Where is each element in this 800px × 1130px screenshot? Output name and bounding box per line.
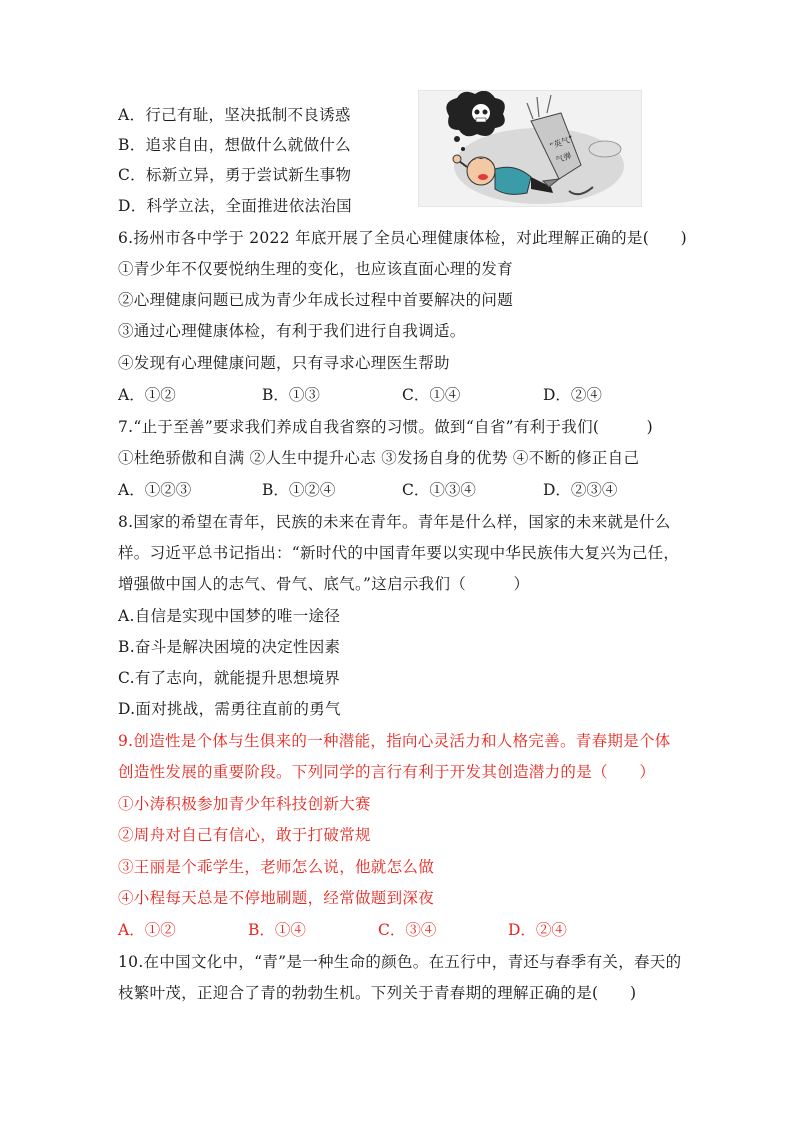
q9-choice-c: C．③④ xyxy=(378,921,437,939)
q6-choice-b: B．①③ xyxy=(262,386,320,404)
q9-stem-line-2: 创造性发展的重要阶段。下列同学的言行有利于开发其创造潜力的是（ ） xyxy=(118,763,656,781)
q9-item-3: ③王丽是个乖学生，老师怎么说，他就怎么做 xyxy=(118,858,435,876)
q5-option-b: B．追求自由，想做什么就做什么 xyxy=(118,136,351,154)
q6-choice-c: C．①④ xyxy=(402,386,461,404)
q6-choice-a: A．①② xyxy=(118,386,176,404)
q5-option-d: D．科学立法，全面推进依法治国 xyxy=(118,197,352,215)
q9-item-1: ①小涛积极参加青少年科技创新大赛 xyxy=(118,795,371,813)
q8-stem-line-3: 增强做中国人的志气、骨气、底气。”这启示我们（ ） xyxy=(118,575,530,593)
q5-option-a: A．行己有耻，坚决抵制不良诱惑 xyxy=(118,106,351,124)
q6-item-4: ④发现有心理健康问题，只有寻求心理医生帮助 xyxy=(118,354,450,372)
q6-item-3: ③通过心理健康体检，有利于我们进行自我调适。 xyxy=(118,322,466,340)
q9-choice-d: D．②④ xyxy=(508,921,567,939)
q7-choice-a: A．①②③ xyxy=(118,481,192,499)
q5-option-c: C．标新立异，勇于尝试新生事物 xyxy=(118,166,352,184)
q7-choice-b: B．①②④ xyxy=(262,481,336,499)
q8-stem-line-2: 样。习近平总书记指出：“新时代的中国青年要以实现中华民族伟大复兴为己任， xyxy=(118,544,680,562)
q6-stem: 6.扬州市各中学于 2022 年底开展了全员心理健康体检，对此理解正确的是( ) xyxy=(118,229,687,247)
q8-stem-line-1: 8.国家的希望在青年，民族的未来在青年。青年是什么样，国家的未来就是什么 xyxy=(118,513,671,531)
cartoon-illustration xyxy=(418,90,642,207)
q7-choice-d: D．②③④ xyxy=(543,481,618,499)
q7-items: ①杜绝骄傲和自满 ②人生中提升心志 ③发扬自身的优势 ④不断的修正自己 xyxy=(118,449,640,467)
q6-item-2: ②心理健康问题已成为青少年成长过程中首要解决的问题 xyxy=(118,291,514,309)
q9-item-4: ④小程每天总是不停地刷题，经常做题到深夜 xyxy=(118,889,435,907)
q8-option-a: A.自信是实现中国梦的唯一途径 xyxy=(118,607,341,625)
cartoon-label-1: “英气” xyxy=(548,134,575,151)
q10-stem-line-1: 10.在中国文化中，“青”是一种生命的颜色。在五行中，青还与春季有关，春天的 xyxy=(118,953,682,971)
q8-option-b: B.奋斗是解决困境的决定性因素 xyxy=(118,638,341,656)
q8-option-c: C.有了志向，就能提升思想境界 xyxy=(118,669,341,687)
q9-choice-b: B．①④ xyxy=(248,921,306,939)
q9-item-2: ②周舟对自己有信心，敢于打破常规 xyxy=(118,826,371,844)
q8-option-d: D.面对挑战，需勇往直前的勇气 xyxy=(118,700,341,718)
q7-stem: 7.“止于至善”要求我们养成自我省察的习惯。做到“自省”有利于我们( ) xyxy=(118,418,653,436)
q9-stem-line-1: 9.创造性是个体与生俱来的一种潜能，指向心灵活力和人格完善。青春期是个体 xyxy=(118,732,671,750)
q10-stem-line-2: 枝繁叶茂，正迎合了青的勃勃生机。下列关于青春期的理解正确的是( ) xyxy=(118,984,637,1002)
q9-choice-a: A．①② xyxy=(118,921,176,939)
q7-choice-c: C．①③④ xyxy=(402,481,476,499)
q6-choice-d: D．②④ xyxy=(543,386,602,404)
q6-item-1: ①青少年不仅要悦纳生理的变化，也应该直面心理的发育 xyxy=(118,260,514,278)
cartoon-label-2: 气弹 xyxy=(554,150,573,165)
